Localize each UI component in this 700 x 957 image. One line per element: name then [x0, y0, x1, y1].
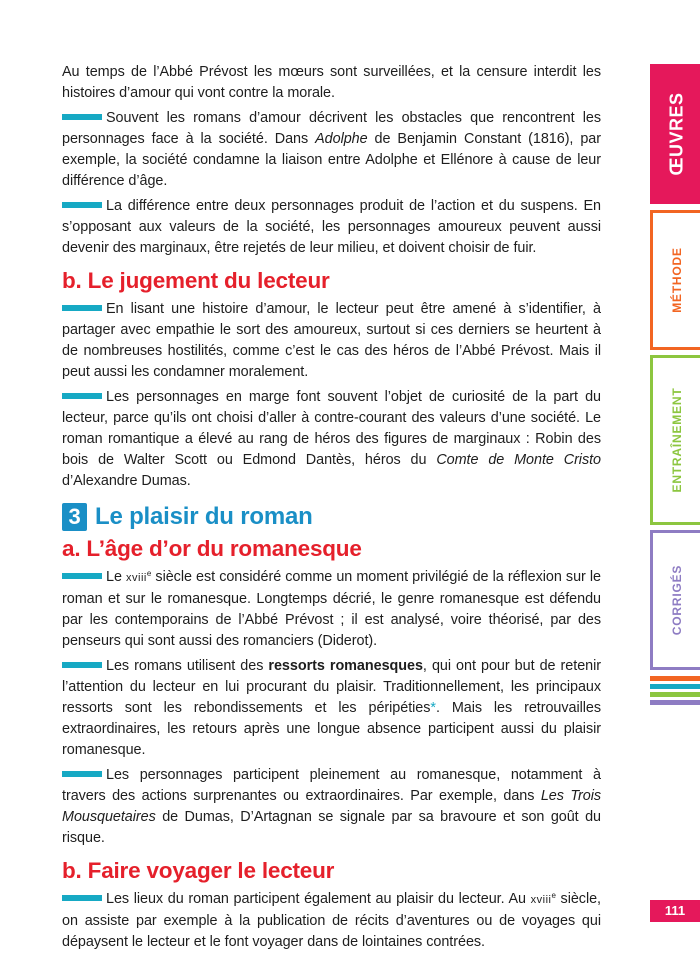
book-title-mousquetaires: Les Trois Mousquetaires — [62, 788, 601, 825]
color-stripe-purple — [650, 700, 700, 705]
bullet-bar — [62, 393, 102, 399]
tab-methode[interactable] — [650, 210, 700, 350]
bullet-bar — [62, 771, 102, 777]
term-ressorts-romanesques: ressorts romanesques — [268, 658, 423, 674]
glossary-asterisk: * — [430, 700, 436, 716]
bullet-bar — [62, 114, 102, 120]
tab-entrainement[interactable] — [650, 355, 700, 525]
bullet-bar — [62, 202, 102, 208]
paragraph-ressorts: Les romans utilisent des ressorts romanesques, qui ont pour but de retenir l’attention du lecteur en lui procurant du plaisir. Traditionnellement, les principaux ressorts sont les rebondissements et les péripéties*. Mais les retrouvailles extraordinaires, les retours après une longue absence participent aussi du plaisir romanesque. — [62, 658, 602, 758]
section-title: Le plaisir du roman — [95, 503, 313, 530]
century-numeral: xviii — [126, 572, 147, 584]
subheading-jugement: b. Le jugement du lecteur — [62, 268, 330, 293]
section-heading-plaisir — [62, 502, 601, 532]
tab-entrainement-label: ENTRAÎNEMENT — [669, 387, 684, 493]
tab-methode-label: MÉTHODE — [669, 247, 684, 313]
paragraph-obstacles: Souvent les romans d’amour décrivent les obstacles que rencontrent les personnages face à la société. Dans Adolphe de Benjamin Constant (1816), par exemple, la société condamne la liaison entre Adolphe et Ellénore à cause de leur différence d’âge. — [62, 110, 601, 189]
book-title-monte-cristo: Comte de Monte Cristo — [436, 452, 602, 468]
color-stripe-orange — [650, 676, 700, 681]
page-number: 111 — [650, 900, 700, 922]
bullet-bar — [62, 305, 102, 311]
subheading-voyager: b. Faire voyager le lecteur — [62, 858, 335, 883]
paragraph-personnages: Les personnages participent pleinement au romanesque, notamment à travers des actions surprenantes ou extraordinaires. Par exemple, dans Les Trois Mousquetaires de Dumas, D’Artagnan se signale par sa bravoure et son goût du risque. — [62, 767, 601, 846]
paragraph-lieux: Les lieux du roman participent également au plaisir du lecteur. Au xviii$^e$ siècle, on assiste par exemple à la publication de récits d’aventures ou de voyages qui dépaysent le lecteur et le font voyager dans de lointaines contrées. — [62, 891, 601, 950]
color-stripe-green — [650, 692, 700, 697]
subheading-age-or: a. L’âge d’or du romanesque — [62, 536, 362, 561]
paragraph-difference: La différence entre deux personnages produit de l’action et du suspens. En s’opposant aux valeurs de la société, les personnages amoureux peuvent aussi devenir des marginaux, être rejetés de leur milieu, et doivent choisir de fuir. — [62, 198, 601, 256]
paragraph-marginaux: Les personnages en marge font souvent l’objet de curiosité de la part du lecteur, parce qu’ils ont choisi d’aller à contre-courant des valeurs d’une société. Le roman romantique a élevé au rang de héros des figures de marginaux : Robin des bois de Walter Scott ou Edmond Dantès, héros du Comte de Monte Cristo d’Alexandre Dumas. — [62, 389, 602, 489]
tab-oeuvres-label: ŒUVRES — [666, 92, 686, 176]
paragraph-censure: Au temps de l’Abbé Prévost les mœurs sont surveillées, et la censure interdit les histoires d’amour qui vont contre la morale. — [62, 64, 601, 101]
color-stripe-cyan — [650, 684, 700, 689]
bullet-bar — [62, 573, 102, 579]
tab-corriges-label: CORRIGÉS — [669, 564, 684, 636]
section-number-badge: 3 — [62, 503, 87, 531]
paragraph-xviii: Le xviii$^e$ siècle est considéré comme un moment privilégié de la réflexion sur le roman et sur le romanesque. Longtemps décrié, le genre romanesque est défendu par les contemporains de l’Abbé Prévost ; il est analysé, voire théorisé, par des penseurs qui sont aussi des romanciers (Diderot). — [62, 569, 601, 649]
paragraph-identifier: En lisant une histoire d’amour, le lecteur peut être amené à s’identifier, à partager avec empathie le sort des amoureux, surtout si ces derniers se heurtent à de nombreuses hostilités, comme c’est le cas des héros de l’Abbé Prévost. Mais il peut aussi les condamner moralement. — [62, 301, 601, 380]
bullet-bar — [62, 895, 102, 901]
main-content — [62, 62, 601, 957]
tab-corriges[interactable] — [650, 530, 700, 670]
century-numeral: xviii — [530, 894, 552, 906]
book-title-adolphe: Adolphe — [315, 131, 368, 147]
bullet-bar — [62, 662, 102, 668]
tab-oeuvres[interactable] — [650, 64, 700, 204]
